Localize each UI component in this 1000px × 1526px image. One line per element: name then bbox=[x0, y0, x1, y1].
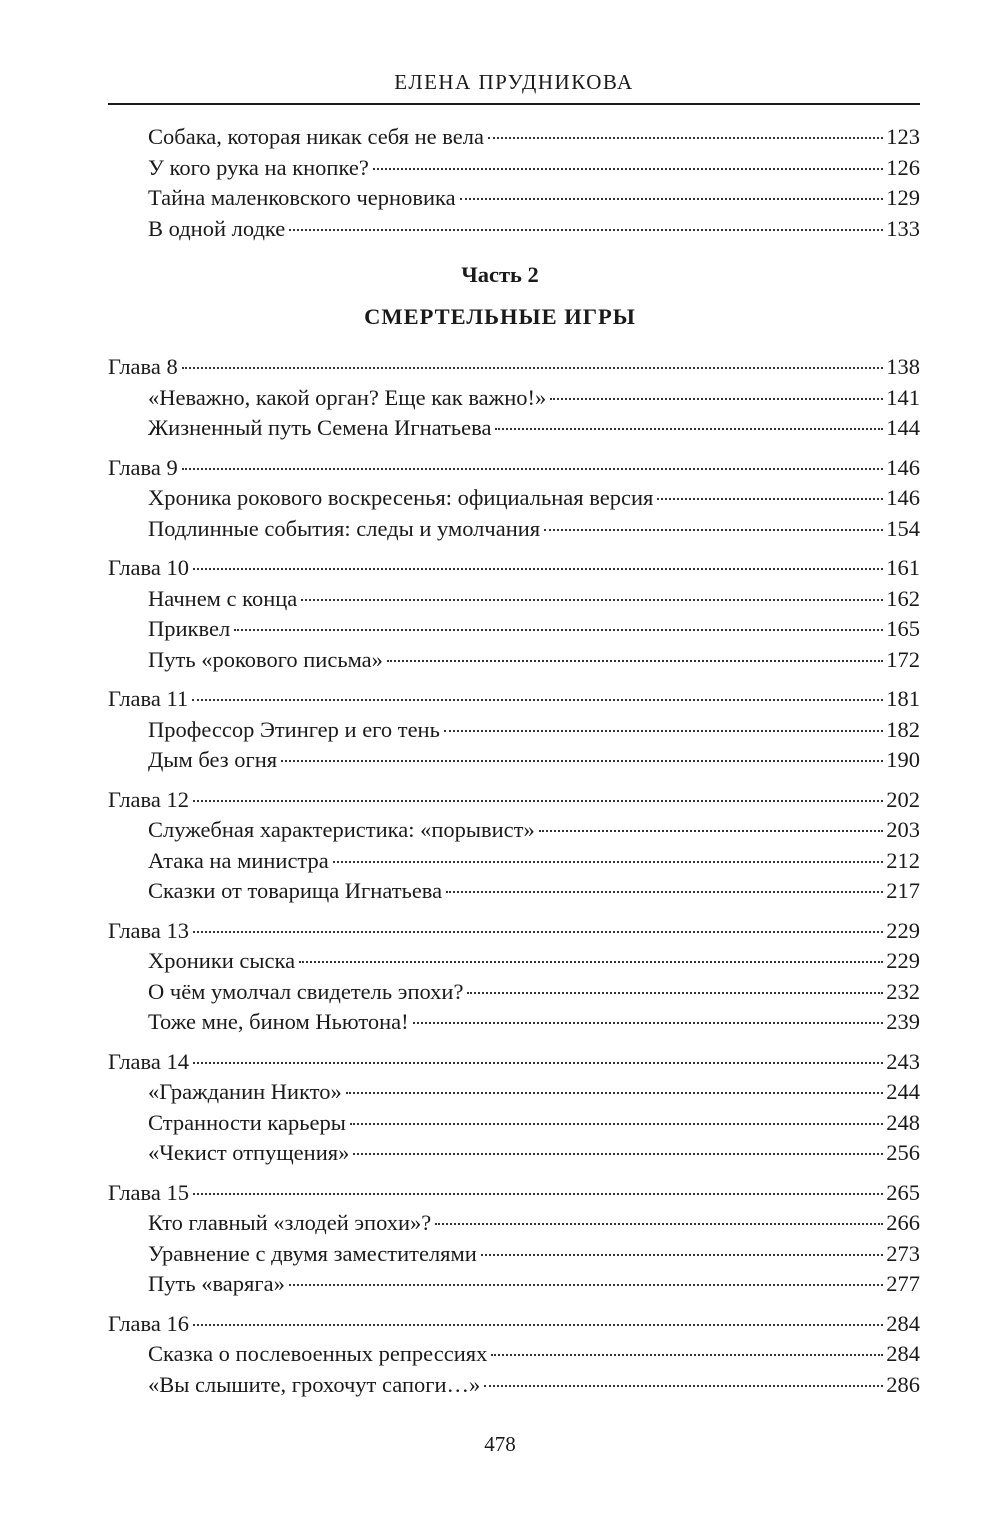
entry-title: Профессор Этингер и его тень bbox=[148, 716, 440, 742]
toc-section-entry bbox=[0, 1108, 920, 1139]
entry-title: Подлинные события: следы и умолчания bbox=[148, 515, 541, 541]
toc-section-entry bbox=[0, 183, 920, 214]
toc-section-entry bbox=[0, 214, 920, 245]
entry-title: Глава 10 bbox=[108, 555, 189, 580]
toc-section-entry bbox=[0, 815, 920, 846]
entry-title: Атака на министра bbox=[148, 847, 329, 873]
entry-title: Глава 8 bbox=[108, 354, 178, 379]
toc-section-entry bbox=[0, 645, 920, 676]
entry-title: Хроника рокового воскресенья: официальная версия bbox=[148, 485, 654, 510]
toc-section-entry bbox=[0, 153, 920, 184]
entry-title: Хроники сыска bbox=[148, 948, 296, 973]
entry-page-number: 202 bbox=[886, 786, 920, 812]
dot-leader bbox=[495, 428, 883, 430]
entry-page-number: 248 bbox=[886, 1109, 920, 1135]
dot-leader bbox=[460, 198, 884, 200]
toc-chapter-entry bbox=[0, 453, 920, 484]
toc-section-entry bbox=[0, 1239, 920, 1270]
toc-section-entry bbox=[0, 1339, 920, 1370]
entry-page-number: 181 bbox=[886, 686, 920, 711]
entry-title: Тоже мне, бином Ньютона! bbox=[148, 1009, 409, 1034]
dot-leader bbox=[350, 1123, 883, 1125]
entry-page-number: 141 bbox=[886, 384, 920, 410]
dot-leader bbox=[193, 1193, 883, 1195]
entry-title: О чём умолчал свидетель эпохи? bbox=[148, 978, 464, 1004]
toc-section-entry bbox=[0, 1370, 920, 1401]
entry-title: Дым без огня bbox=[148, 747, 278, 772]
dot-leader bbox=[234, 629, 883, 631]
toc-section-entry bbox=[0, 1269, 920, 1300]
header-rule bbox=[108, 103, 920, 105]
toc-chapter-entry bbox=[0, 352, 920, 383]
dot-leader bbox=[481, 1254, 883, 1256]
dot-leader bbox=[488, 137, 883, 139]
entry-title: Уравнение с двумя заместителями bbox=[148, 1240, 477, 1266]
dot-leader bbox=[413, 1022, 884, 1024]
entry-title: Жизненный путь Семена Игнатьева bbox=[148, 415, 492, 440]
entry-page-number: 144 bbox=[886, 415, 920, 440]
dot-leader bbox=[550, 398, 883, 400]
entry-page-number: 256 bbox=[886, 1140, 920, 1165]
running-head: ЕЛЕНА ПРУДНИКОВА bbox=[394, 70, 634, 94]
entry-title: Путь «рокового письма» bbox=[148, 646, 383, 672]
dot-leader bbox=[444, 730, 883, 732]
entry-title: «Неважно, какой орган? Еще как важно!» bbox=[148, 384, 547, 410]
dot-leader bbox=[281, 760, 883, 762]
entry-title: Глава 16 bbox=[108, 1310, 189, 1336]
toc-section-entry bbox=[0, 1077, 920, 1108]
entry-title: Глава 13 bbox=[108, 917, 189, 943]
table-of-contents bbox=[0, 122, 1000, 1400]
toc-section-entry bbox=[0, 745, 920, 776]
entry-page-number: 277 bbox=[886, 1271, 920, 1296]
entry-title: Глава 14 bbox=[108, 1048, 189, 1074]
dot-leader bbox=[387, 660, 883, 662]
entry-page-number: 190 bbox=[886, 747, 920, 772]
dot-leader bbox=[193, 1324, 883, 1326]
toc-section-entry bbox=[0, 383, 920, 414]
dot-leader bbox=[192, 699, 883, 701]
entry-page-number: 165 bbox=[886, 616, 920, 641]
toc-chapter-entry bbox=[0, 1309, 920, 1340]
entry-page-number: 172 bbox=[886, 646, 920, 672]
part-title: СМЕРТЕЛЬНЫЕ ИГРЫ bbox=[364, 304, 636, 329]
entry-page-number: 161 bbox=[886, 555, 920, 580]
entry-page-number: 123 bbox=[886, 124, 920, 149]
dot-leader bbox=[182, 367, 884, 369]
toc-chapter-entry bbox=[0, 553, 920, 584]
toc-chapter-entry bbox=[0, 1178, 920, 1209]
entry-page-number: 244 bbox=[886, 1079, 920, 1104]
entry-page-number: 146 bbox=[886, 485, 920, 510]
toc-section-entry bbox=[0, 614, 920, 645]
entry-page-number: 133 bbox=[886, 215, 920, 241]
entry-page-number: 126 bbox=[886, 154, 920, 180]
dot-leader bbox=[193, 800, 883, 802]
toc-section-entry bbox=[0, 1208, 920, 1239]
entry-page-number: 146 bbox=[886, 454, 920, 480]
entry-title: Собака, которая никак себя не вела bbox=[148, 124, 484, 149]
entry-page-number: 266 bbox=[886, 1210, 920, 1235]
dot-leader bbox=[182, 468, 884, 470]
dot-leader bbox=[289, 229, 883, 231]
entry-page-number: 203 bbox=[886, 817, 920, 842]
dot-leader bbox=[544, 529, 883, 531]
entry-title: Служебная характеристика: «порывист» bbox=[148, 817, 535, 842]
entry-title: В одной лодке bbox=[148, 215, 286, 241]
entry-title: Сказка о послевоенных репрессиях bbox=[148, 1341, 488, 1366]
dot-leader bbox=[193, 568, 883, 570]
entry-title: Приквел bbox=[148, 616, 231, 641]
toc-section-entry bbox=[0, 483, 920, 514]
entry-title: «Вы слышите, грохочут сапоги…» bbox=[148, 1371, 481, 1397]
toc-section-entry bbox=[0, 846, 920, 877]
entry-page-number: 286 bbox=[886, 1371, 920, 1397]
entry-title: Глава 12 bbox=[108, 786, 189, 812]
entry-title: Глава 15 bbox=[108, 1179, 189, 1205]
entry-page-number: 232 bbox=[886, 978, 920, 1004]
toc-chapter-entry bbox=[0, 684, 920, 715]
dot-leader bbox=[446, 891, 883, 893]
toc-chapter-entry bbox=[0, 785, 920, 816]
entry-title: Кто главный «злодей эпохи»? bbox=[148, 1210, 432, 1235]
entry-page-number: 284 bbox=[886, 1341, 920, 1366]
entry-page-number: 129 bbox=[886, 185, 920, 210]
dot-leader bbox=[467, 992, 883, 994]
entry-page-number: 284 bbox=[886, 1310, 920, 1336]
entry-page-number: 154 bbox=[886, 515, 920, 541]
entry-title: Глава 11 bbox=[108, 686, 189, 711]
toc-section-entry bbox=[0, 413, 920, 444]
entry-title: Тайна маленковского черновика bbox=[148, 185, 456, 210]
dot-leader bbox=[657, 498, 883, 500]
entry-title: «Чекист отпущения» bbox=[148, 1140, 350, 1165]
dot-leader bbox=[301, 599, 883, 601]
dot-leader bbox=[373, 168, 883, 170]
toc-chapter-entry bbox=[0, 916, 920, 947]
toc-section-entry bbox=[0, 514, 920, 545]
toc-section-entry bbox=[0, 876, 920, 907]
page-number: 478 bbox=[484, 1432, 516, 1456]
dot-leader bbox=[299, 961, 883, 963]
dot-leader bbox=[193, 1062, 883, 1064]
entry-title: Глава 9 bbox=[108, 454, 178, 480]
entry-title: Начнем с конца bbox=[148, 585, 298, 611]
toc-section-entry bbox=[0, 1007, 920, 1038]
entry-page-number: 265 bbox=[886, 1179, 920, 1205]
toc-section-entry bbox=[0, 977, 920, 1008]
toc-chapter-entry bbox=[0, 1047, 920, 1078]
entry-page-number: 229 bbox=[886, 917, 920, 943]
entry-page-number: 229 bbox=[886, 948, 920, 973]
dot-leader bbox=[333, 861, 883, 863]
dot-leader bbox=[346, 1092, 883, 1094]
entry-page-number: 217 bbox=[886, 878, 920, 903]
toc-section-entry bbox=[0, 715, 920, 746]
entry-title: У кого рука на кнопке? bbox=[148, 154, 369, 180]
dot-leader bbox=[491, 1354, 883, 1356]
dot-leader bbox=[289, 1284, 883, 1286]
entry-page-number: 243 bbox=[886, 1048, 920, 1074]
entry-title: Странности карьеры bbox=[148, 1109, 346, 1135]
entry-page-number: 182 bbox=[886, 716, 920, 742]
dot-leader bbox=[353, 1153, 883, 1155]
toc-section-entry bbox=[0, 584, 920, 615]
dot-leader bbox=[193, 931, 883, 933]
entry-title: Сказки от товарища Игнатьева bbox=[148, 878, 443, 903]
entry-page-number: 239 bbox=[886, 1009, 920, 1034]
entry-title: «Гражданин Никто» bbox=[148, 1079, 342, 1104]
entry-page-number: 138 bbox=[886, 354, 920, 379]
dot-leader bbox=[435, 1223, 883, 1225]
part-label: Часть 2 bbox=[461, 262, 539, 287]
toc-section-entry bbox=[0, 122, 920, 153]
toc-section-entry bbox=[0, 1138, 920, 1169]
toc-section-entry bbox=[0, 946, 920, 977]
entry-page-number: 212 bbox=[886, 847, 920, 873]
entry-page-number: 273 bbox=[886, 1240, 920, 1266]
entry-page-number: 162 bbox=[886, 585, 920, 611]
dot-leader bbox=[539, 830, 883, 832]
dot-leader bbox=[484, 1385, 883, 1387]
entry-title: Путь «варяга» bbox=[148, 1271, 285, 1296]
